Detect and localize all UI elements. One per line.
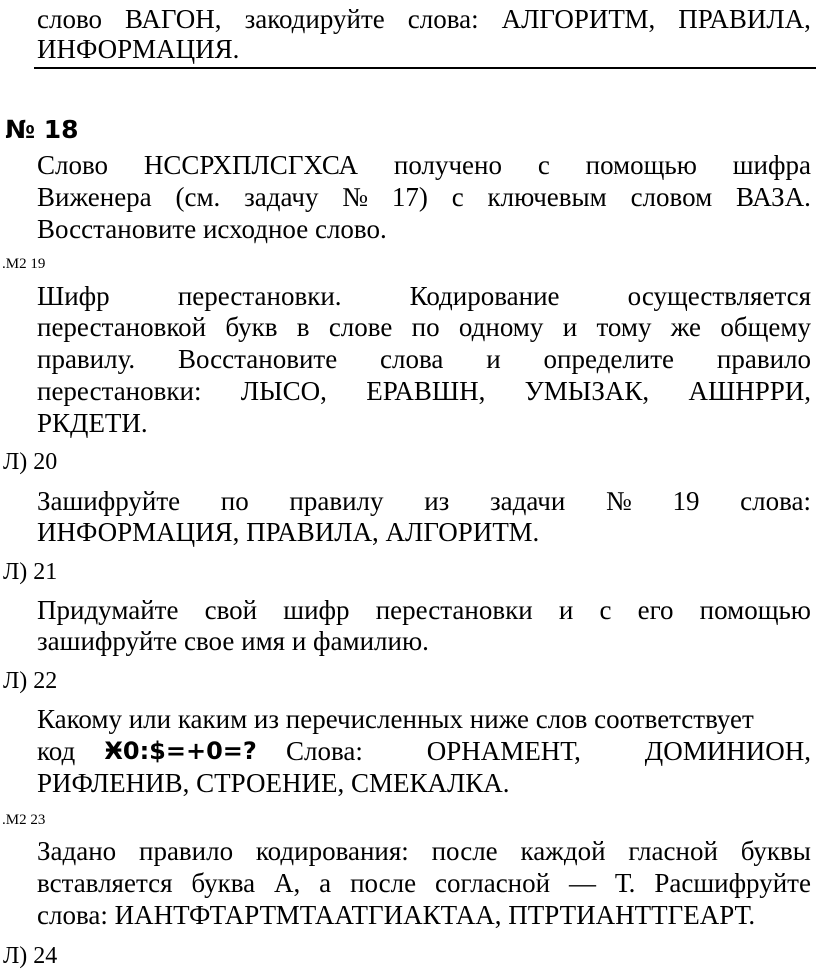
word: тому (596, 312, 652, 342)
word: ключевым (487, 182, 607, 212)
word: и (486, 344, 501, 374)
word: перестановки (375, 595, 533, 625)
word: по (220, 486, 249, 516)
problem-19-line-3 (37, 344, 811, 375)
word: № (342, 182, 369, 212)
intro-line-2: ИНФОРМАЦИЯ. (37, 34, 240, 64)
word: Слово (37, 150, 109, 180)
word: и (558, 595, 574, 625)
word: после (350, 868, 417, 898)
word: его (637, 595, 674, 625)
word: Кодирование (409, 281, 560, 311)
word: АЛГОРИТМ, (501, 4, 656, 34)
intro-line-1 (37, 4, 811, 35)
word: правило (716, 344, 811, 374)
problem-19-line-2 (37, 312, 811, 343)
word: Восстановите (178, 344, 338, 374)
word: с (599, 595, 612, 625)
problem-23-line-2 (37, 868, 811, 899)
problem-24-label: Л) 24 (3, 943, 58, 969)
word: после (431, 836, 498, 866)
words-part (286, 736, 811, 767)
word: а (319, 868, 332, 898)
word: Зашифруйте (37, 486, 181, 516)
word: Виженера (37, 182, 152, 212)
word: ВАЗА. (735, 182, 811, 212)
problem-23-line-1 (37, 836, 811, 867)
problem-22-label: Л) 22 (3, 668, 58, 694)
word: Придумайте (37, 595, 179, 625)
word: перестановки. (177, 281, 342, 311)
word: ВАГОН, (125, 4, 222, 34)
word: с (451, 182, 464, 212)
word: слова (380, 344, 444, 374)
problem-21-label: Л) 21 (3, 559, 58, 585)
code-word: код (37, 736, 76, 766)
word: задачи (490, 486, 566, 516)
word: ОРНАМЕНТ, (426, 736, 581, 766)
word: 17) (391, 182, 428, 212)
problem-22-line-1: Какому или каким из перечисленных ниже слов соответствует (37, 704, 754, 734)
word: ЛЫСО, (240, 376, 327, 406)
problem-18-line-1 (37, 150, 811, 181)
section-divider (34, 67, 816, 69)
cipher-code: Ӿ0:$=+0=? (104, 737, 257, 765)
word: слове (328, 312, 393, 342)
problem-19-label: .М2 19 (2, 256, 46, 272)
word: шифра (732, 150, 811, 180)
word: определите (543, 344, 675, 374)
word: Задано (37, 836, 117, 866)
word: слова: (740, 486, 811, 516)
word: шифр (283, 595, 350, 625)
word: А, (274, 868, 301, 898)
word: правилу (289, 486, 384, 516)
word: гласной (628, 836, 718, 866)
word: ЕРАВШН, (366, 376, 486, 406)
word: НССРХПЛСГХСА (143, 150, 359, 180)
word: получено (393, 150, 502, 180)
word: и (562, 312, 578, 342)
problem-19-line-4 (37, 376, 811, 407)
word: УМЫЗАК, (524, 376, 650, 406)
problem-22-line-3: РИФЛЕНИВ, СТРОЕНИЕ, СМЕКАЛКА. (37, 768, 510, 798)
problem-18-line-3: Восстановите исходное слово. (37, 214, 387, 244)
word: же (670, 312, 702, 342)
word: Шифр (37, 281, 110, 311)
word: 19 (672, 486, 700, 516)
problem-21-line-2: зашифруйте свое имя и фамилию. (37, 626, 429, 656)
word: закодируйте (244, 4, 385, 34)
word: задачу (244, 182, 319, 212)
problem-21-line-1 (37, 595, 811, 626)
problem-18-line-2 (37, 182, 811, 213)
word: (см. (175, 182, 221, 212)
word: Т. (614, 868, 636, 898)
word: перестановки: (37, 376, 202, 406)
word: ПРАВИЛА, (678, 4, 811, 34)
problem-23-label: .М2 23 (2, 812, 46, 828)
word: с (537, 150, 550, 180)
word: кодирования: (255, 836, 409, 866)
word: из (424, 486, 450, 516)
problem-20-label: Л) 20 (3, 449, 58, 475)
word: Слова: (285, 736, 363, 766)
word: слово (37, 4, 103, 34)
word: слова: (407, 4, 479, 34)
word: правило (139, 836, 234, 866)
word: согласной (435, 868, 551, 898)
word: общему (720, 312, 811, 342)
word: буквы (740, 836, 811, 866)
problem-20-line-1 (37, 486, 811, 517)
problem-19-line-5: РКДЕТИ. (37, 408, 148, 438)
word: Расшифруйте (654, 868, 811, 898)
word: перестановкой (37, 312, 207, 342)
word: — (568, 868, 596, 898)
word: ДОМИНИОН, (644, 736, 811, 766)
word: правилу. (37, 344, 136, 374)
problem-20-line-2: ИНФОРМАЦИЯ, ПРАВИЛА, АЛГОРИТМ. (37, 517, 540, 547)
word: вставляется (37, 868, 173, 898)
word: АШНРРИ, (688, 376, 811, 406)
word: буква (191, 868, 256, 898)
word: № (606, 486, 632, 516)
word: свой (204, 595, 258, 625)
word: одному (458, 312, 544, 342)
word: помощью (699, 595, 811, 625)
problem-18-number: № 18 (5, 115, 79, 144)
problem-19-line-1 (37, 281, 811, 312)
word: осуществляется (627, 281, 811, 311)
word: каждой (520, 836, 606, 866)
problem-22-line-2 (37, 736, 811, 767)
word: помощью (585, 150, 697, 180)
problem-23-line-3: слова: ИАНТФТАРТМТААТГИАКТАА, ПТРТИАНТТГЕАРТ. (37, 900, 756, 930)
word: словом (630, 182, 713, 212)
word: в (296, 312, 310, 342)
word: по (411, 312, 440, 342)
word: букв (225, 312, 278, 342)
